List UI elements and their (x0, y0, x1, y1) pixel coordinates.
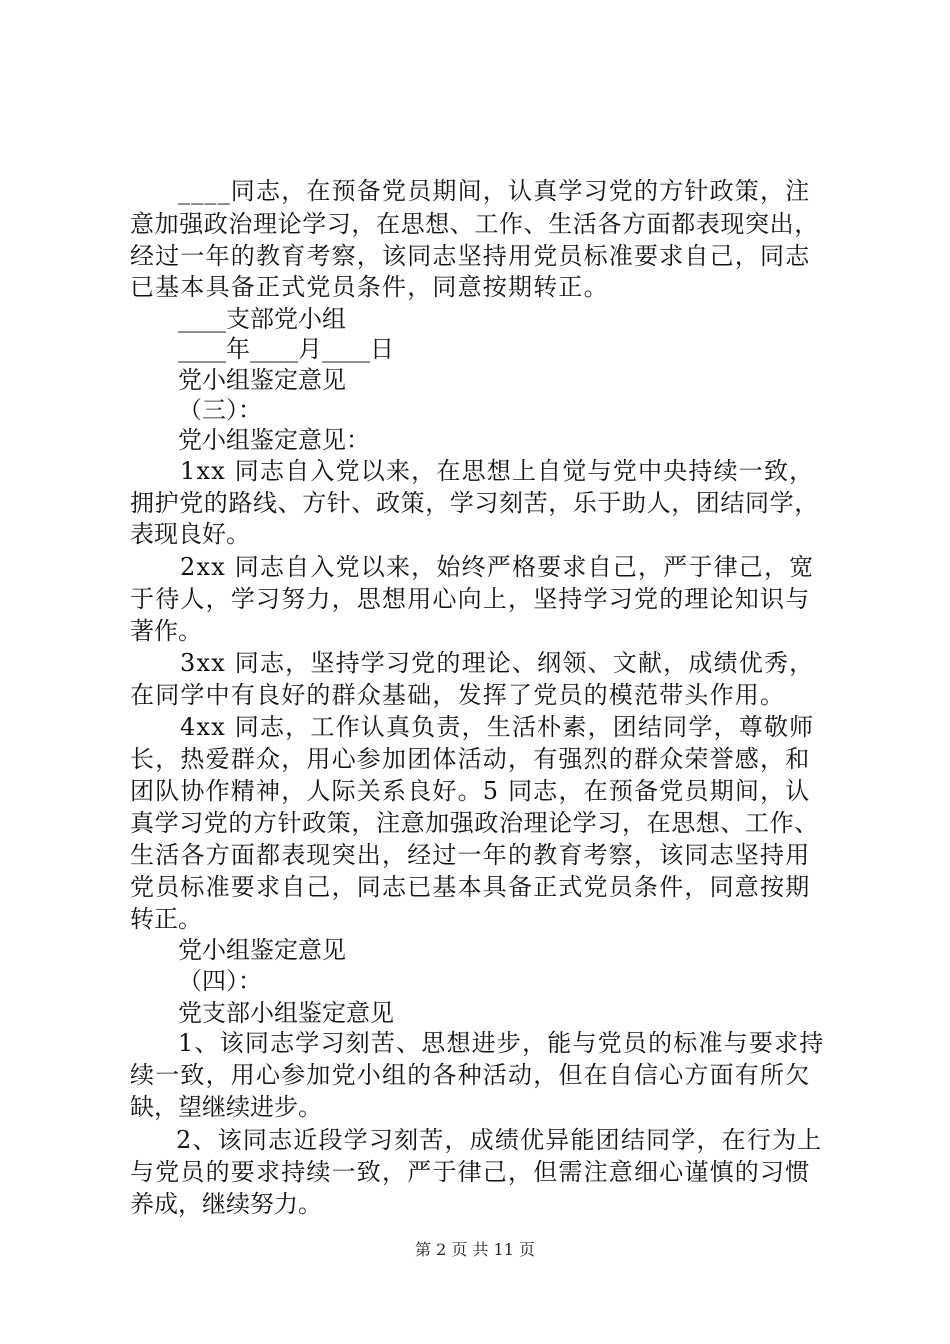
text-line: 1xx 同志自入党以来，在思想上自觉与党中央持续一致， (180, 457, 815, 485)
page-footer: 第 2 页 共 11 页 (415, 1240, 535, 1259)
text-line: 团队协作精神，人际关系良好。5 同志，在预备党员期间，认 (130, 777, 811, 805)
section-number: （三）： (178, 396, 262, 424)
text-line: 表现良好。 (130, 520, 250, 548)
text-line: 养成，继续努力。 (130, 1190, 322, 1218)
text-line: 在同学中有良好的群众基础，发挥了党员的模范带头作用。 (130, 681, 786, 709)
text-line: 与党员的要求持续一致，严于律己，但需注意细心谨慎的习惯 (130, 1158, 811, 1186)
text-line: 2、该同志近段学习刻苦，成绩优异能团结同学，在行为上 (176, 1126, 823, 1154)
text-line: 拥护党的路线、方针、政策，学习刻苦，乐于助人，团结同学， (130, 489, 819, 517)
section-heading: 党小组鉴定意见 (178, 936, 346, 964)
text-line: 经过一年的教育考察，该同志坚持用党员标准要求自己，同志 (130, 242, 811, 270)
text-line: 已基本具备正式党员条件，同意按期转正。 (130, 273, 609, 301)
text-line: 长，热爱群众，用心参加团体活动，有强烈的群众荣誉感，和 (130, 745, 811, 773)
text-line: 1、该同志学习刻苦、思想进步，能与党员的标准与要求持 (178, 1029, 825, 1057)
text-line: 续一致，用心参加党小组的各种活动，但在自信心方面有所欠 (130, 1061, 811, 1089)
text-line: 转正。 (130, 905, 202, 933)
text-line: 党员标准要求自己，同志已基本具备正式党员条件，同意按期 (130, 873, 811, 901)
text-line: 缺，望继续进步。 (130, 1093, 322, 1121)
text-line: 真学习党的方针政策，注意加强政治理论学习，在思想、工作、 (130, 809, 819, 837)
text-line: 意加强政治理论学习，在思想、工作、生活各方面都表现突出， (130, 210, 819, 238)
section-number: （四）： (178, 967, 262, 995)
text-line: 生活各方面都表现突出，经过一年的教育考察，该同志坚持用 (130, 841, 811, 869)
text-line: ____年____月____日 (178, 335, 394, 363)
section-heading: 党小组鉴定意见： (178, 426, 370, 454)
section-heading: 党支部小组鉴定意见 (178, 999, 394, 1027)
text-line: 4xx 同志，工作认真负责，生活朴素，团结同学，尊敬师 (180, 713, 815, 741)
section-heading: 党小组鉴定意见 (178, 366, 346, 394)
text-line: 于待人，学习努力，思想用心向上，坚持学习党的理论知识与 (130, 585, 811, 613)
text-line: 著作。 (130, 617, 202, 645)
text-line: 2xx 同志自入党以来，始终严格要求自己，严于律己，宽 (180, 553, 815, 581)
text-line: 3xx 同志，坚持学习党的理论、纲领、文献，成绩优秀， (180, 649, 815, 677)
text-line: ____支部党小组 (178, 305, 346, 333)
text-line: ____同志，在预备党员期间，认真学习党的方针政策，注 (178, 177, 811, 205)
